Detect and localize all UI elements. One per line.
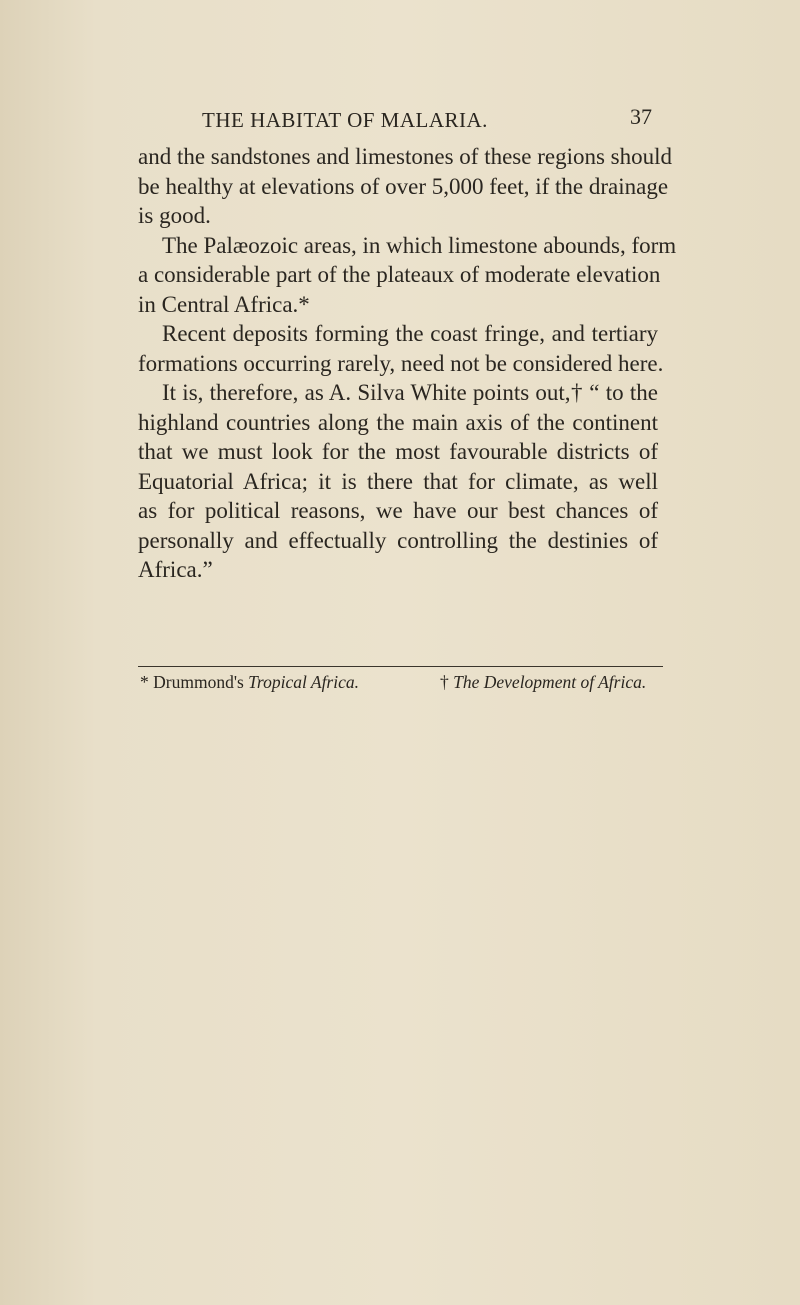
body-text bbox=[138, 142, 677, 585]
text-line: Recent deposits forming the coast fringe, and tertiary bbox=[162, 321, 658, 346]
text-line: Africa.” bbox=[138, 557, 213, 582]
text-line: in Central Africa.* bbox=[138, 291, 310, 317]
footnote-marker: * Drummond's bbox=[140, 672, 244, 692]
text-line: is good. bbox=[138, 203, 211, 228]
footnote-title: The Development of Africa. bbox=[453, 672, 647, 692]
footnote-marker: † bbox=[440, 672, 449, 692]
text-line: It is, therefore, as A. Silva White points out,† “ to the bbox=[162, 380, 658, 405]
text-line: as for political reasons, we have our best chances of bbox=[138, 498, 658, 523]
running-head: THE HABITAT OF MALARIA. bbox=[202, 108, 488, 132]
page-number: 37 bbox=[630, 104, 652, 129]
text-line: personally and effectually controlling the destinies of bbox=[138, 527, 658, 553]
footnote-development bbox=[440, 672, 646, 693]
text-line: formations occurring rarely, need not be considered here. bbox=[138, 350, 664, 376]
text-line: be healthy at elevations of over 5,000 feet, if the drainage bbox=[138, 173, 669, 199]
text-line: and the sandstones and limestones of these regions should bbox=[138, 144, 673, 169]
text-line: highland countries along the main axis of the continent bbox=[138, 409, 658, 435]
footnote-title: Tropical Africa. bbox=[248, 672, 360, 692]
text-line: that we must look for the most favourable districts of bbox=[138, 439, 658, 464]
footnote-drummond bbox=[140, 672, 359, 693]
text-line: Equatorial Africa; it is there that for climate, as well bbox=[138, 468, 658, 494]
text-line: The Palæozoic areas, in which limestone abounds, form bbox=[162, 232, 677, 258]
text-line: a considerable part of the plateaux of moderate elevation bbox=[138, 262, 661, 287]
footnote-rule bbox=[138, 666, 663, 667]
page-header bbox=[0, 104, 800, 134]
